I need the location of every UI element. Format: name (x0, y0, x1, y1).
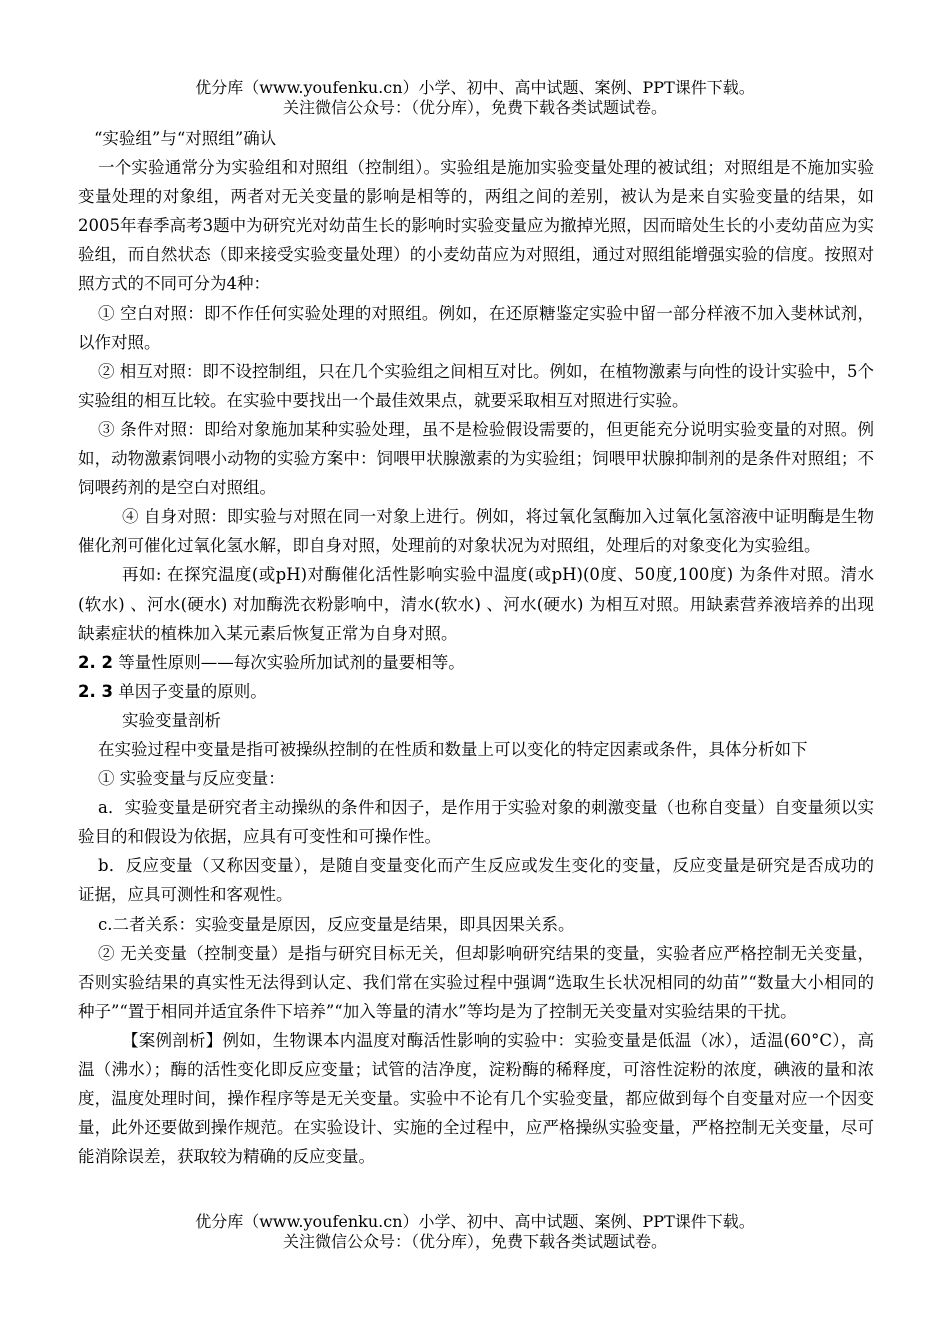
paragraph-blank-control: ① 空白对照：即不作任何实验处理的对照组。例如，在还原糖鉴定实验中留一部分样液不加入斐林试剂，以作对照。 (78, 303, 874, 352)
subsection-text: 单因子变量的原则。 (112, 681, 267, 701)
paragraph-variable-types: ① 实验变量与反应变量： (98, 769, 285, 789)
paragraph-condition-control: ③ 条件对照：即给对象施加某种实验处理，虽不是检验假设需要的，但更能充分说明实验变量的对照。例如，动物激素饲喂小动物的实验方案中：饲喂甲状腺激素的为实验组；饲喂甲状腺抑制剂的是条件对照组；不饲喂药剂的是空白对照组。 (78, 419, 874, 498)
header-line-1: 优分库（www.youfenku.cn）小学、初中、高中试题、案例、PPT课件下载。 (195, 78, 755, 97)
section-title: “实验组”与“对照组”确认 (94, 129, 277, 148)
paragraph-self-control: ④ 自身对照：即实验与对照在同一对象上进行。例如，将过氧化氢酶加入过氧化氢溶液中证明酶是生物催化剂可催化过氧化氢水解，即自身对照，处理前的对象状况为对照组，处理后的对象变化为实验组。 (78, 507, 874, 556)
paragraph-irrelevant-variable: ② 无关变量（控制变量）是指与研究目标无关，但却影响研究结果的变量，实验者应严格控制无关变量，否则实验结果的真实性无法得到认定、我们常在实验过程中强调“选取生长状况相同的幼苗”“数量大小相同的种子”“置于相同并适宜条件下培养”“加入等量的清水”等均是为了控制无关变量对实验结果的干扰。 (78, 943, 874, 1021)
paragraph-relationship: c.二者关系：实验变量是原因，反应变量是结果，即具因果关系。 (98, 914, 575, 934)
paragraph-dependent-variable: b．反应变量（又称因变量），是随自变量变化而产生反应或发生变化的变量，反应变量是研究是否成功的证据，应具可测性和客观性。 (78, 856, 874, 905)
footer-line-1: 优分库（www.youfenku.cn）小学、初中、高中试题、案例、PPT课件下载。 (195, 1212, 755, 1231)
paragraph-variable-definition: 在实验过程中变量是指可被操纵控制的在性质和数量上可以变化的特定因素或条件，具体分析如下 (98, 739, 808, 759)
paragraph-case-analysis: 【案例剖析】例如，生物课本内温度对酶活性影响的实验中：实验变量是低温（冰），适温(60°C），高温（沸水）；酶的活性变化即反应变量；试管的洁净度，淀粉酶的稀释度，可溶性淀粉的浓度，碘液的量和浓度，温度处理时间，操作程序等是无关变量。实验中不论有几个实验变量，都应做到每个自变量对应一个因变量，此外还要做到操作规范。在实验设计、实施的全过程中，应严格操纵实验变量，严格控制无关变量，尽可能消除误差，获取较为精确的反应变量。 (78, 1030, 874, 1167)
subsection-2-3 (78, 677, 874, 706)
paragraph-examples: 再如: 在探究温度(或pH)对酶催化活性影响实验中温度(或pH)(0度、50度,100度) 为条件对照。清水(软水) 、河水(硬水) 对加酶洗衣粉影响中，清水(软水) 、河水(硬水) 为相互对照。用缺素营养液培养的出现缺素症状的植株加入某元素后恢复正常为自身对照。 (78, 565, 874, 643)
subheading-variable-analysis: 实验变量剖析 (122, 710, 221, 730)
subsection-2-2 (78, 648, 874, 677)
subsection-number: 2. 3 (78, 681, 113, 701)
paragraph-independent-variable: a．实验变量是研究者主动操纵的条件和因子，是作用于实验对象的刺激变量（也称自变量）自变量须以实验目的和假设为依据，应具有可变性和可操作性。 (78, 798, 874, 847)
paragraph-intro: 一个实验通常分为实验组和对照组（控制组）。实验组是施加实验变量处理的被试组；对照组是不施加实验变量处理的对象组，两者对无关变量的影响是相等的，两组之间的差别，被认为是来自实验变量的结果，如2005年春季高考3题中为研究光对幼苗生长的影响时实验变量应为撤掉光照，因而暗处生长的小麦幼苗应为实验组，而自然状态（即来接受实验变量处理）的小麦幼苗应为对照组，通过对照组能增强实验的信度。按照对照方式的不同可分为4种： (78, 158, 874, 294)
footer-line-2: 关注微信公众号：（优分库），免费下载各类试题试卷。 (282, 1232, 667, 1251)
subsection-text: 等量性原则——每次实验所加试剂的量要相等。 (112, 652, 465, 672)
paragraph-mutual-control: ② 相互对照：即不设控制组，只在几个实验组之间相互对比。例如，在植物激素与向性的设计实验中，5个实验组的相互比较。在实验中要找出一个最佳效果点，就要采取相互对照进行实验。 (78, 361, 874, 410)
document-body (78, 124, 874, 1171)
header-line-2: 关注微信公众号：（优分库），免费下载各类试题试卷。 (282, 98, 667, 117)
subsection-number: 2. 2 (78, 652, 113, 672)
